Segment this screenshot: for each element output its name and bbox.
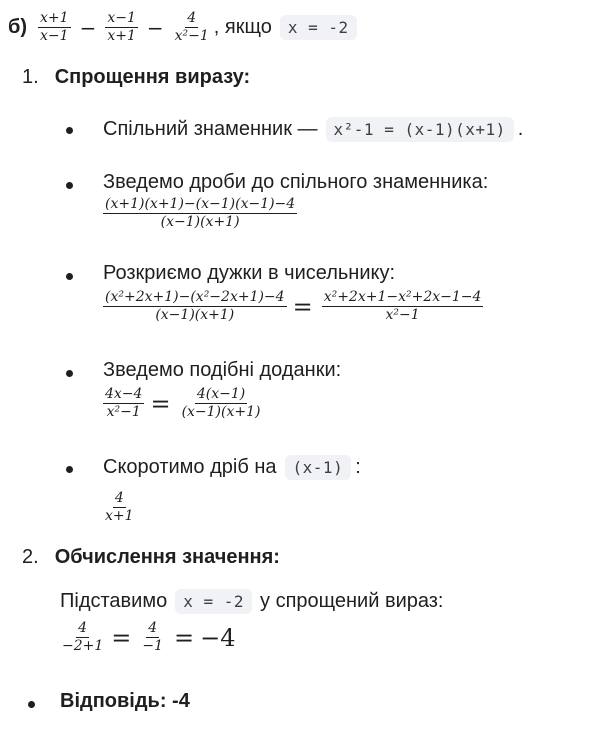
- bullet-text: Розкриємо дужки в чисельнику:: [103, 262, 396, 284]
- equals-sign: =: [174, 623, 195, 652]
- expanded-fraction: [103, 289, 287, 324]
- bullet-like-terms: [103, 359, 341, 421]
- bullet-tail: :: [355, 456, 361, 478]
- substitution-tail: у спрощений вираз:: [260, 590, 444, 612]
- expanded-fraction-result: [322, 289, 484, 324]
- bullet-dot: [66, 182, 73, 189]
- substituted-fraction: [60, 620, 105, 655]
- fraction-denominator: (x−1)(x+1): [160, 214, 240, 230]
- fraction-numerator: 4: [148, 620, 158, 636]
- bullet-dot: [66, 273, 73, 280]
- minus-sign: −: [146, 15, 164, 40]
- fraction-numerator: 4x−4: [105, 386, 143, 402]
- step-number: 1.: [22, 66, 39, 88]
- bullet-dot: [66, 370, 73, 377]
- bullet-common-denominator: [103, 117, 523, 142]
- substitution-line: [60, 589, 444, 614]
- fraction-numerator: x²+2x+1−x²+2x−1−4: [323, 289, 482, 305]
- step-title: Обчислення значення:: [54, 546, 280, 568]
- bullet-dot: [28, 701, 35, 708]
- simplified-fraction: [103, 490, 136, 525]
- problem-header: [8, 10, 357, 45]
- header-fraction-1: [38, 10, 71, 45]
- substitution-text: Підставимо: [60, 590, 168, 612]
- fraction-numerator: x−1: [107, 10, 136, 26]
- bullet-dot: [66, 127, 73, 134]
- bullet-text: Спільний знаменник —: [103, 118, 318, 140]
- bullet-dot: [66, 466, 73, 473]
- fraction-denominator: −2+1: [62, 638, 104, 654]
- fraction-numerator: (x+1)(x+1)−(x−1)(x−1)−4: [105, 196, 296, 212]
- evaluated-fraction: [140, 620, 165, 655]
- bullet-text: Зведемо подібні доданки:: [103, 359, 342, 381]
- result-value: −4: [200, 623, 236, 652]
- problem-letter: б): [8, 16, 28, 38]
- bullet-common-fraction: [103, 171, 488, 231]
- bullet-text: Скоротимо дріб на: [103, 456, 277, 478]
- if-text: , якщо: [213, 16, 272, 38]
- fraction-denominator: x²−1: [385, 307, 420, 323]
- fraction-denominator: x−1: [40, 28, 69, 44]
- answer-line: [60, 690, 190, 713]
- step-title: Спрощення виразу:: [54, 66, 251, 88]
- step-number: 2.: [22, 546, 39, 568]
- fraction-denominator: −1: [142, 638, 164, 654]
- fraction-denominator: x+1: [105, 508, 134, 524]
- like-terms-fraction: [103, 386, 144, 421]
- fraction-numerator: x+1: [40, 10, 69, 26]
- factored-fraction: [180, 386, 263, 421]
- equals-sign: =: [292, 292, 313, 321]
- bullet-code: x²-1 = (x-1)(x+1): [326, 117, 514, 142]
- equals-sign: =: [150, 389, 171, 418]
- bullet-code: (x-1): [285, 455, 352, 480]
- fraction-denominator: x²−1: [106, 404, 141, 420]
- fraction-numerator: 4: [187, 10, 197, 26]
- step-1-heading: [22, 66, 250, 89]
- bullet-reduce-fraction: [103, 455, 361, 525]
- fraction-denominator: x²−1: [174, 28, 209, 44]
- bullet-expand-brackets: [103, 262, 486, 324]
- fraction-numerator: 4: [78, 620, 88, 636]
- combined-fraction: [103, 196, 297, 231]
- fraction-denominator: (x−1)(x+1): [181, 404, 261, 420]
- bullet-tail: .: [517, 118, 524, 140]
- minus-sign: −: [79, 15, 97, 40]
- fraction-numerator: 4(x−1): [196, 386, 246, 402]
- header-fraction-3: [173, 10, 211, 45]
- header-fraction-2: [105, 10, 138, 45]
- fraction-denominator: x+1: [107, 28, 136, 44]
- equals-sign: =: [111, 623, 132, 652]
- step-2-heading: [22, 546, 280, 569]
- answer-text: Відповідь: -4: [60, 690, 190, 712]
- fraction-numerator: (x²+2x+1)−(x²−2x+1)−4: [105, 289, 285, 305]
- fraction-numerator: 4: [114, 490, 124, 506]
- condition-code: x = -2: [280, 15, 357, 40]
- bullet-text: Зведемо дроби до спільного знаменника:: [103, 171, 489, 193]
- computation-line: [60, 620, 236, 655]
- substitution-code: x = -2: [175, 589, 252, 614]
- fraction-denominator: (x−1)(x+1): [155, 307, 235, 323]
